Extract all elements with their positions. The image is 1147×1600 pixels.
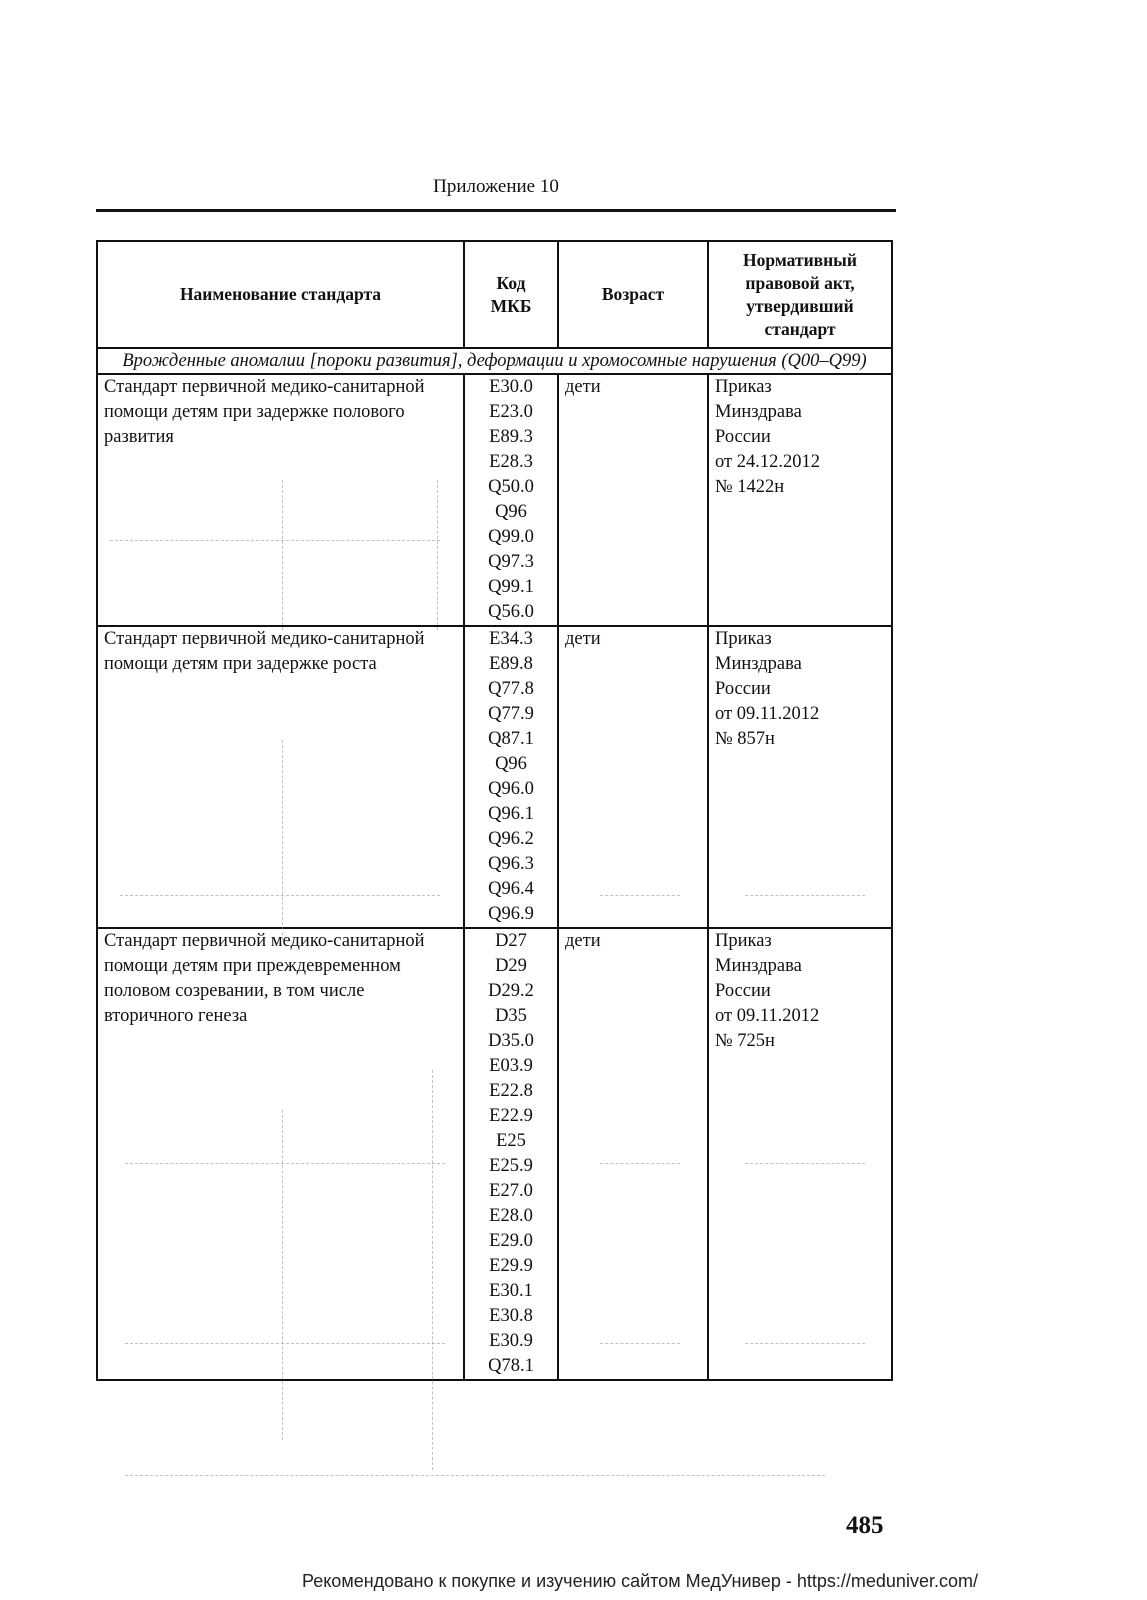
- standard-name: Стандарт первичной медико-санитарной помощи детям при преждевременном половом созревании, в том числе вторичного генеза: [97, 928, 464, 1380]
- icd-code: E30.1: [489, 1281, 533, 1301]
- icd-code: E89.8: [489, 654, 533, 674]
- icd-code: Q78.1: [488, 1356, 534, 1376]
- table-row: [97, 928, 892, 1380]
- header-act: Нормативный правовой акт, утвердивший стандарт: [708, 241, 892, 348]
- icd-code: D29.2: [488, 981, 534, 1001]
- age-group: дети: [558, 374, 708, 626]
- icd-code: E25: [496, 1131, 526, 1151]
- legal-act-line: Минздрава: [715, 956, 802, 976]
- icd-code: Q96.2: [488, 829, 534, 849]
- icd-code: E29.9: [489, 1256, 533, 1276]
- bleed-through-mark: [282, 740, 283, 940]
- bleed-through-mark: [110, 540, 440, 541]
- bleed-through-mark: [745, 1343, 865, 1344]
- legal-act: [708, 374, 892, 626]
- icd-code: D29: [495, 956, 527, 976]
- bleed-through-mark: [432, 1070, 433, 1470]
- icd-code: D35: [495, 1006, 527, 1026]
- age-group: дети: [558, 928, 708, 1380]
- legal-act-line: № 725н: [715, 1031, 775, 1051]
- legal-act-line: России: [715, 679, 771, 699]
- icd-code: Q96.4: [488, 879, 534, 899]
- bleed-through-mark: [745, 1163, 865, 1164]
- icd-code: E22.8: [489, 1081, 533, 1101]
- bleed-through-mark: [125, 1163, 445, 1164]
- legal-act-line: № 1422н: [715, 477, 785, 497]
- legal-act-line: от 09.11.2012: [715, 704, 820, 724]
- age-group: дети: [558, 626, 708, 928]
- standard-name: Стандарт первичной медико-санитарной помощи детям при задержке полового развития: [97, 374, 464, 626]
- legal-act-line: Приказ: [715, 629, 772, 649]
- bleed-through-mark: [125, 1343, 445, 1344]
- table-row: [97, 626, 892, 928]
- bleed-through-mark: [125, 1475, 825, 1476]
- bleed-through-mark: [600, 1163, 680, 1164]
- icd-code: Q96.1: [488, 804, 534, 824]
- legal-act: [708, 626, 892, 928]
- icd-code: Q77.8: [488, 679, 534, 699]
- icd-code: E28.3: [489, 452, 533, 472]
- table-header-row: [97, 241, 892, 348]
- icd-code: Q96.0: [488, 779, 534, 799]
- legal-act-line: Минздрава: [715, 402, 802, 422]
- icd-code: E89.3: [489, 427, 533, 447]
- icd-codes: [464, 928, 558, 1380]
- legal-act-line: Приказ: [715, 377, 772, 397]
- header-name: Наименование стандарта: [97, 241, 464, 348]
- icd-code: E30.9: [489, 1331, 533, 1351]
- icd-code: E27.0: [489, 1181, 533, 1201]
- icd-code: Q96: [495, 502, 527, 522]
- footer-note: Рекомендовано к покупке и изучению сайтом МедУнивер - https://meduniver.com/: [302, 1571, 978, 1591]
- header-code: Код МКБ: [464, 241, 558, 348]
- icd-code: E03.9: [489, 1056, 533, 1076]
- bleed-through-mark: [600, 1343, 680, 1344]
- icd-code: Q99.0: [488, 527, 534, 547]
- icd-code: Q99.1: [488, 577, 534, 597]
- legal-act-line: России: [715, 981, 771, 1001]
- icd-code: D35.0: [488, 1031, 534, 1051]
- bleed-through-mark: [282, 480, 283, 630]
- icd-code: E23.0: [489, 402, 533, 422]
- icd-code: E28.0: [489, 1206, 533, 1226]
- page-number: 485: [846, 1512, 884, 1539]
- icd-codes: [464, 374, 558, 626]
- bleed-through-mark: [120, 895, 440, 896]
- table-row: [97, 374, 892, 626]
- legal-act-line: № 857н: [715, 729, 775, 749]
- icd-code: Q96: [495, 754, 527, 774]
- bleed-through-mark: [437, 480, 438, 630]
- icd-code: E34.3: [489, 629, 533, 649]
- icd-code: Q96.9: [488, 904, 534, 924]
- bleed-through-mark: [745, 895, 865, 896]
- icd-code: E30.0: [489, 377, 533, 397]
- section-row: [97, 348, 892, 374]
- section-title: Врожденные аномалии [пороки развития], деформации и хромосомные нарушения (Q00–Q99): [97, 348, 892, 374]
- icd-code: Q87.1: [488, 729, 534, 749]
- icd-code: Q50.0: [488, 477, 534, 497]
- top-rule: [96, 209, 896, 212]
- legal-act-line: России: [715, 427, 771, 447]
- standards-table: [96, 240, 893, 1381]
- icd-code: D27: [495, 931, 527, 951]
- standard-name: Стандарт первичной медико-санитарной помощи детям при задержке роста: [97, 626, 464, 928]
- legal-act: [708, 928, 892, 1380]
- legal-act-line: от 24.12.2012: [715, 452, 820, 472]
- legal-act-line: Минздрава: [715, 654, 802, 674]
- bleed-through-mark: [282, 1110, 283, 1440]
- icd-codes: [464, 626, 558, 928]
- icd-code: E30.8: [489, 1306, 533, 1326]
- icd-code: Q56.0: [488, 602, 534, 622]
- icd-code: E29.0: [489, 1231, 533, 1251]
- icd-code: Q97.3: [488, 552, 534, 572]
- icd-code: E25.9: [489, 1156, 533, 1176]
- legal-act-line: Приказ: [715, 931, 772, 951]
- bleed-through-mark: [600, 895, 680, 896]
- header-age: Возраст: [558, 241, 708, 348]
- legal-act-line: от 09.11.2012: [715, 1006, 820, 1026]
- icd-code: Q77.9: [488, 704, 534, 724]
- appendix-label: Приложение 10: [433, 176, 559, 197]
- icd-code: Q96.3: [488, 854, 534, 874]
- icd-code: E22.9: [489, 1106, 533, 1126]
